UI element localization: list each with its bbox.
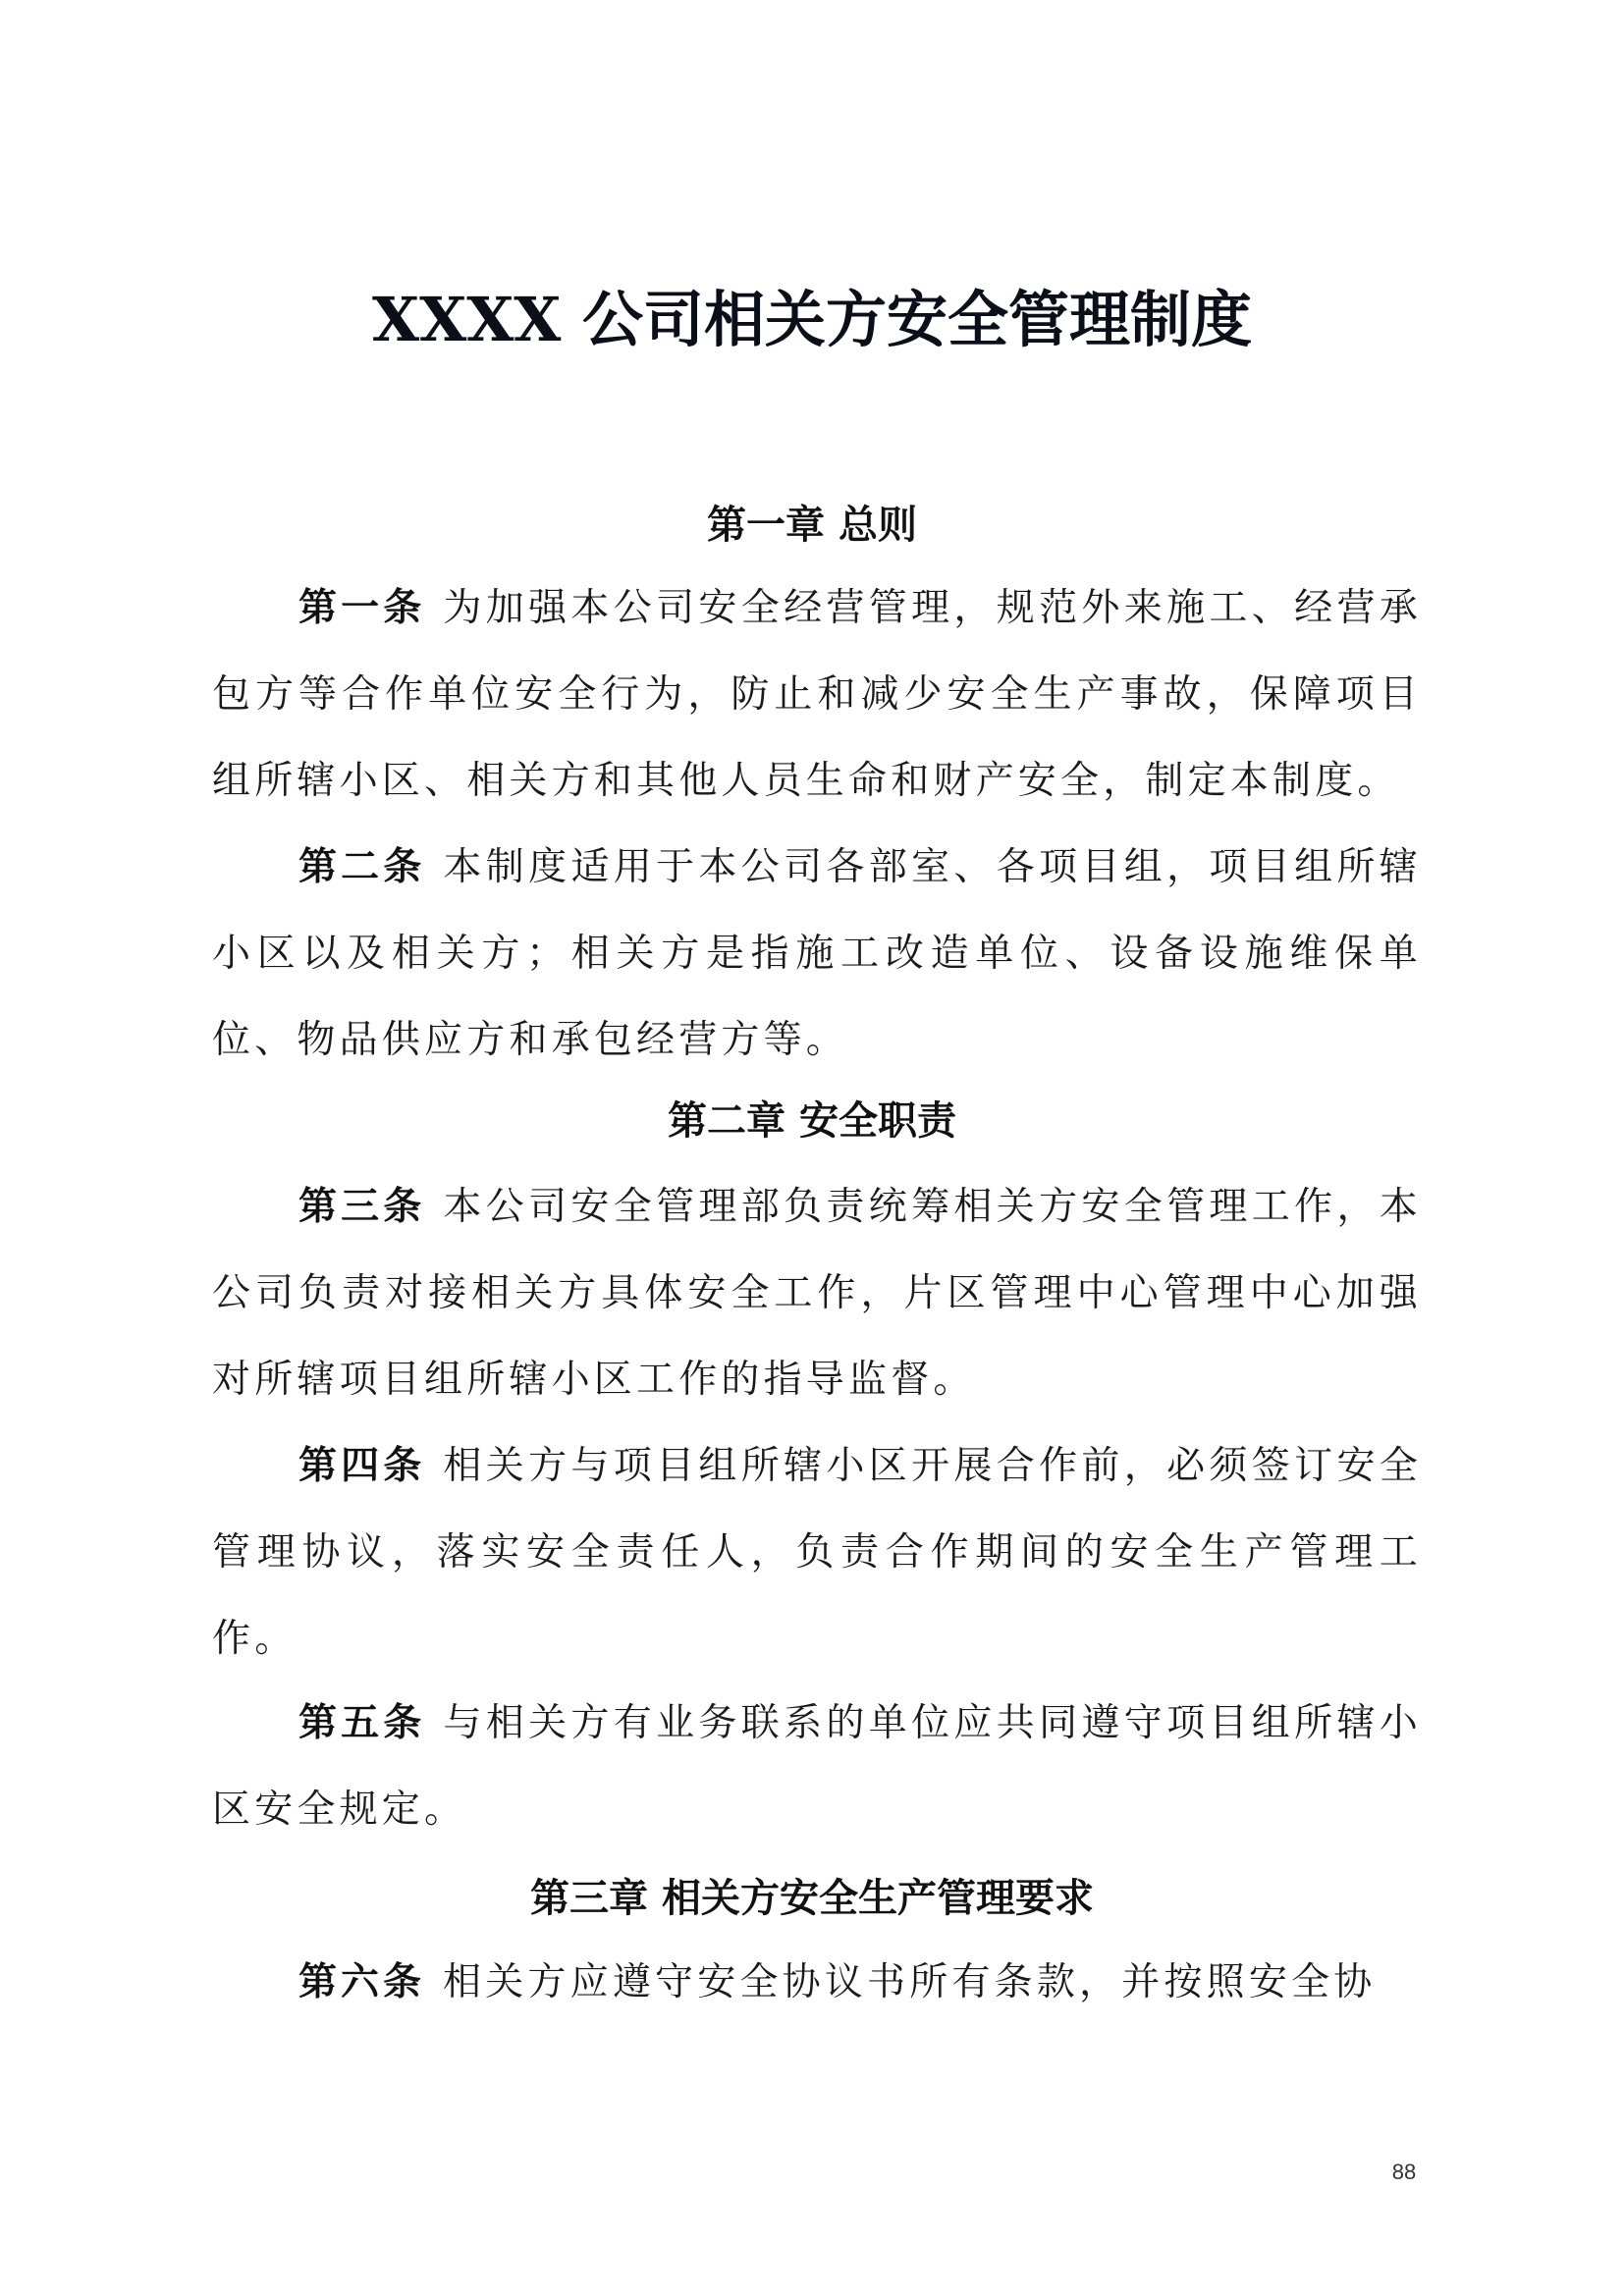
article-number: 第一条 — [298, 586, 426, 630]
article-number: 第五条 — [298, 1701, 426, 1745]
article-text: 本公司安全管理部负责统筹相关方安全管理工作，本公司负责对接相关方具体安全工作，片区管理中心管理中心加强对所辖项目组所辖小区工作的指导监督。 — [212, 1185, 1422, 1402]
article-paragraph — [212, 1940, 1422, 2026]
article-paragraph — [212, 1164, 1422, 1423]
article-text: 与相关方有业务联系的单位应共同遵守项目组所辖小区安全规定。 — [212, 1701, 1422, 1832]
article-number: 第三条 — [298, 1185, 426, 1229]
chapter-heading: 第三章 相关方安全生产管理要求 — [530, 1876, 1094, 1921]
article-number: 第六条 — [298, 1960, 426, 2004]
article-text: 相关方与项目组所辖小区开展合作前，必须签订安全管理协议，落实安全责任人，负责合作期间的安全生产管理工作。 — [212, 1444, 1422, 1661]
chapter-heading: 第一章 总则 — [707, 503, 917, 548]
article-paragraph — [212, 1681, 1422, 1853]
article-paragraph — [212, 825, 1422, 1084]
article-paragraph — [212, 1423, 1422, 1682]
article-paragraph — [212, 565, 1422, 825]
page-number: 88 — [1391, 2160, 1417, 2184]
article-number: 第四条 — [298, 1444, 426, 1488]
chapter-heading: 第二章 安全职责 — [668, 1098, 956, 1144]
article-text: 相关方应遵守安全协议书所有条款，并按照安全协 — [443, 1960, 1377, 2004]
article-text: 本制度适用于本公司各部室、各项目组，项目组所辖小区以及相关方；相关方是指施工改造单位、设备设施维保单位、物品供应方和承包经营方等。 — [212, 845, 1422, 1062]
article-text: 为加强本公司安全经营管理，规范外来施工、经营承包方等合作单位安全行为，防止和减少安全生产事故，保障项目组所辖小区、相关方和其他人员生命和财产安全，制定本制度。 — [212, 586, 1422, 803]
article-number: 第二条 — [298, 845, 426, 889]
page-title: XXXX 公司相关方安全管理制度 — [371, 284, 1252, 355]
